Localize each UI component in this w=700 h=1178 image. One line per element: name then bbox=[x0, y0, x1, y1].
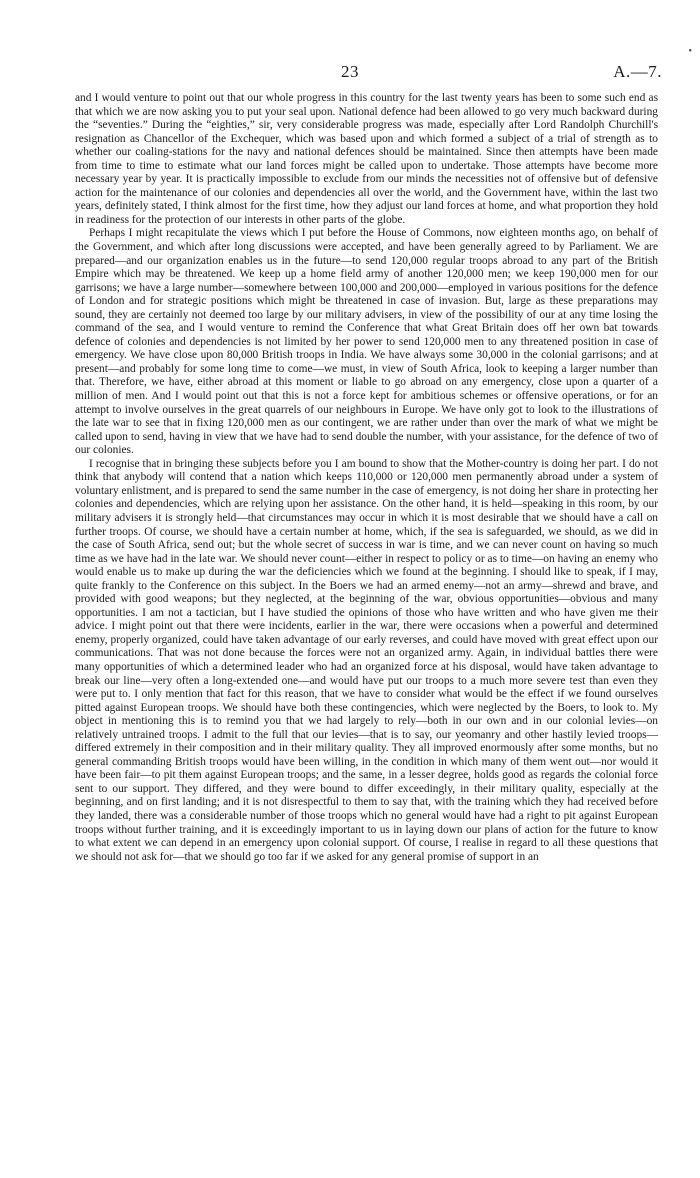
paragraph-2: Perhaps I might recapitulate the views which I put before the House of Commons, now eighteen months ago, on behalf of the Government, and which after long discussions were accepted, and have been generally agreed to by Parliament. We are prepared—and our organization enables us in the future—to send 120,000 regular troops abroad to any part of the British Empire which may be threatened. We keep up a home field army of another 120,000 men; we keep 190,000 men for our garrisons; we have a large number—somewhere between 100,000 and 200,000—employed in various positions for the defence of London and for strategic positions which might be threatened in case of invasion. But, large as these preparations may sound, they are certainly not deemed too large by our military advisers, in view of the possibility of our at any time losing the command of the sea, and I would venture to remind the Conference that what Great Britain does off her own bat towards defence of colonies and dependencies is not limited by her power to send 120,000 men to any threatened position in case of emergency. We have close upon 80,000 British troops in India. We have always some 30,000 in the colonial garrisons; and at present—and probably for some long time to come—we must, in view of South Africa, look to keeping a larger number than that. Therefore, we have, either abroad at this moment or liable to go abroad on any emergency, close upon a quarter of a million of men. And I would point out that this is not a force kept for ambitious schemes or offensive operations, or for an attempt to involve ourselves in the great quarrels of our neighbours in Europe. We have only got to look to the illustrations of the late war to see that in fixing 120,000 men as our contingent, we are rather under than over the mark of what we might be called upon to send, having in view that we have had to send double the number, with your assistance, for the defence of two of our colonies. bbox=[75, 227, 658, 457]
document-code: A.—7. bbox=[613, 62, 662, 81]
corner-mark: • bbox=[688, 46, 692, 57]
paragraph-1: and I would venture to point out that our whole progress in this country for the last twenty years has been to some such end as that which we are now asking you to put your seal upon. National defence had been allowed to go very much backward during the “seventies.” During the “eighties,” sir, very considerable progress was made, especially after Lord Randolph Churchill's resignation as Chancellor of the Exchequer, which was based upon and which formed a subject of a trial of strength as to whether our coaling-stations for the navy and national defences should be maintained. Since then attempts have been made from time to time to estimate what our land forces might be called upon to undertake. Those attempts have become more necessary year by year. It is practically impossible to exclude from our minds the necessities not of offensive but of defensive action for the maintenance of our colonies and dependencies all over the world, and the Government have, within the last two years, definitely stated, I think almost for the first time, how they adjust our land forces at home, and what proportion they hold in readiness for the protection of our interests in other parts of the globe. bbox=[75, 92, 658, 226]
paragraph-3: I recognise that in bringing these subjects before you I am bound to show that the Mother-country is doing her part. I do not think that anybody will contend that a nation which keeps 110,000 or 120,000 men permanently abroad under a system of voluntary enlistment, and is prepared to send the same number in the case of emergency, is not doing her share in protecting her colonies and dependencies, which are relying upon her assistance. On the other hand, it is held—speaking in this room, by our military advisers it is strongly held—that circumstances may occur in which it is most desirable that we should have a call on further troops. Of course, we should have a certain number at home, which, if the sea is safeguarded, we should, as we did in the case of South Africa, send out; but the whole secret of success in war is time, and we can never count on having so much time as we have had in the late war. We should never count—either in respect to policy or as to time—on having an enemy who would enable us to make up during the war the deficiencies which we found at the beginning. I should like to speak, if I may, quite frankly to the Conference on this subject. In the Boers we had an armed enemy—not an army—shrewd and brave, and provided with good weapons; but they neglected, at the beginning of the war, obvious opportunities—obvious and many opportunities. I am not a tactician, but I have studied the opinions of those who have written and who have given me their advice. I might point out that there were incidents, earlier in the war, there were occasions when a powerful and determined enemy, properly organized, could have taken advantage of our early reverses, and could have moved with great effect upon our communications. That was not done because the forces were not an organized army. Again, in individual battles there were many opportunities of which a determined leader who had an organized force at his disposal, would have taken advantage to break our line—very often a long-extended one—and would have put our troops to a much more severe test than even they were put to. I only mention that fact for this reason, that we have to consider what would be the effect if we found ourselves pitted against European troops. We should have both these contingencies, which were neglected by the Boers, to look to. My object in mentioning this is to remind you that we had largely to rely—both in our own and in our colonial levies—on relatively untrained troops. I admit to the full that our levies—that is to say, our yeomanry and other hastily levied troops—differed extremely in their composition and in their military quality. They all improved enormously after some months, but no general commanding British troops would have been willing, in the condition in which many of them went out—nor would it have been fair—to pit them against European troops; and the same, in a lesser degree, holds good as regards the colonial force sent to our support. They differed, and they were bound to differ exceedingly, in their military quality, especially at the beginning, and on first landing; and it is not disrespectful to them to say that, with the training which they had received before they landed, there was a considerable number of those troops which no general would have had a right to pit against European troops without further training, and it is exceedingly important to us in laying down our plans of action for the future to know to what extent we can depend in an emergency upon colonial support. Of course, I realise in regard to all these questions that we should not ask for—that we should go too far if we asked for any general promise of support in an bbox=[75, 457, 658, 863]
body-text bbox=[75, 92, 658, 864]
page-number: 23 bbox=[341, 62, 359, 81]
